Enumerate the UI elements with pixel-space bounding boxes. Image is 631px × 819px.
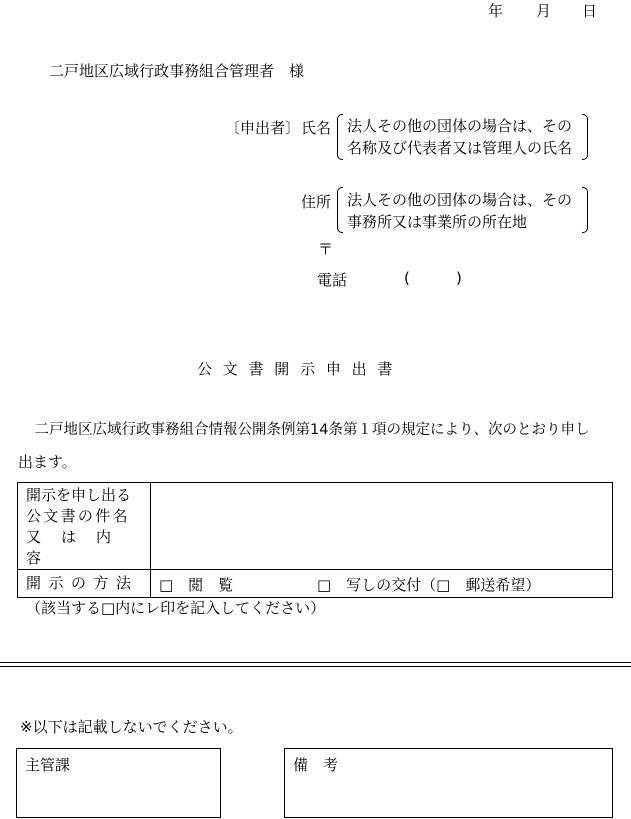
body-line-2: 出ます。 <box>18 453 77 471</box>
address-note-line1: 法人その他の団体の場合は、その <box>347 191 573 209</box>
name-bracket-right <box>582 114 588 160</box>
phone-label: 電話 <box>317 271 348 289</box>
subject-label-cell <box>18 483 151 570</box>
method-label-cell <box>18 570 151 598</box>
addressee: 二戸地区広域行政事務組合管理者 様 <box>49 62 305 80</box>
request-table <box>17 482 613 598</box>
department-label: 主管課 <box>25 756 71 774</box>
subject-label-line3: 又は内容 <box>26 528 132 567</box>
phone-paren-close: ) <box>456 269 462 287</box>
name-label: 氏名 <box>301 119 332 137</box>
footer-note: ※以下は記載しないでください。 <box>20 718 243 736</box>
option-copy[interactable]: □ 写しの交付（□ 郵送希望） <box>317 576 541 594</box>
subject-value-cell[interactable] <box>151 483 613 570</box>
phone-paren-open: ( <box>404 269 410 287</box>
address-bracket-left <box>337 187 343 233</box>
name-note-line2: 名称及び代表者又は管理人の氏名 <box>347 139 573 157</box>
separator-line-1 <box>0 662 631 663</box>
method-label: 開示の方法 <box>26 574 139 592</box>
table-row-subject <box>18 483 613 570</box>
footer-box-department <box>16 748 221 818</box>
applicant-label: 〔申出者〕 <box>225 119 301 137</box>
subject-label-line2: 公文書の件名 <box>26 507 130 525</box>
footer-box-remarks <box>284 748 613 818</box>
table-row-method <box>18 570 613 598</box>
address-label: 住所 <box>301 193 332 211</box>
name-note-line1: 法人その他の団体の場合は、その <box>347 117 573 135</box>
address-note <box>347 189 572 233</box>
name-note <box>347 115 572 159</box>
check-instruction: （該当する□内にレ印を記入してください） <box>26 599 326 617</box>
address-note-line2: 事務所又は事業所の所在地 <box>347 213 528 231</box>
date-line <box>480 0 620 20</box>
body-line-1: 二戸地区広域行政事務組合情報公開条例第14条第１項の規定により、次のとおり申し <box>20 422 590 438</box>
name-bracket-left <box>337 114 343 160</box>
separator-line-2 <box>0 666 631 667</box>
subject-label-line1: 開示を申し出る <box>26 486 132 504</box>
date-year: 年 <box>488 2 504 20</box>
remarks-label: 備 考 <box>293 756 339 774</box>
date-day: 日 <box>582 2 598 20</box>
address-bracket-right <box>582 187 588 233</box>
postal-mark: 〒 <box>318 240 334 258</box>
document-title: 公 文 書 開 示 申 出 書 <box>197 360 396 378</box>
date-month: 月 <box>536 2 552 20</box>
option-inspection[interactable]: □ 閲 覧 <box>159 576 234 594</box>
method-options-cell <box>151 570 613 598</box>
